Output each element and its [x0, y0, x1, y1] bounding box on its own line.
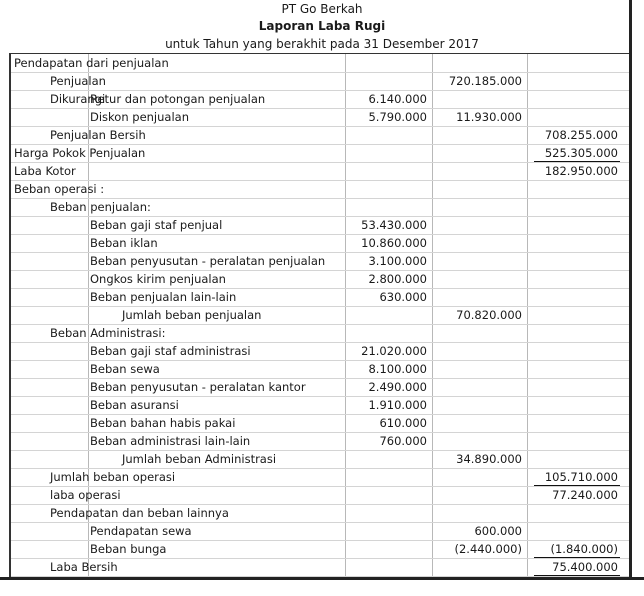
total-underline	[534, 161, 620, 162]
row-label: Harga Pokok Penjualan	[14, 146, 146, 160]
row-label: Beban penjualan:	[50, 200, 151, 214]
row-label: Diskon penjualan	[90, 110, 189, 124]
row-label: Laba Kotor	[14, 164, 76, 178]
company-name: PT Go Berkah	[281, 2, 363, 16]
table-bottom-border	[0, 577, 644, 580]
row-label: Penjualan	[50, 74, 106, 88]
amount-c1: 3.100.000	[368, 254, 427, 268]
amount-c2: 70.820.000	[456, 308, 522, 322]
row-label: Beban Administrasi:	[50, 326, 166, 340]
amount-c1: 53.430.000	[361, 218, 427, 232]
row-sublabel: Retur dan potongan penjualan	[90, 92, 266, 106]
row-label: Pendapatan dari penjualan	[14, 56, 169, 70]
amount-c3: 182.950.000	[544, 164, 618, 178]
amount-c2: (2.440.000)	[454, 542, 522, 556]
amount-c1: 760.000	[379, 434, 427, 448]
row-label: Beban asuransi	[90, 398, 179, 412]
row-label: Pendapatan sewa	[90, 524, 192, 538]
table-top-border	[9, 53, 630, 54]
row-label: Jumlah beban operasi	[50, 470, 176, 484]
row-label: Beban bunga	[90, 542, 167, 556]
row-label: Beban bahan habis pakai	[90, 416, 236, 430]
amount-c1: 5.790.000	[368, 110, 427, 124]
row-label: Dikurangi	[50, 92, 106, 106]
amount-c2: 600.000	[474, 524, 522, 538]
amount-c3: (1.840.000)	[550, 542, 618, 556]
row-label: Beban sewa	[90, 362, 160, 376]
row-label: Laba Bersih	[50, 560, 118, 574]
row-label: Pendapatan dan beban lainnya	[50, 506, 229, 520]
amount-c1: 2.490.000	[368, 380, 427, 394]
total-underline	[534, 557, 620, 558]
amount-c2: 34.890.000	[456, 452, 522, 466]
row-label: Beban gaji staf administrasi	[90, 344, 251, 358]
amount-c3: 77.240.000	[552, 488, 618, 502]
amount-c1: 1.910.000	[368, 398, 427, 412]
row-label: laba operasi	[50, 488, 121, 502]
row-label: Jumlah beban penjualan	[122, 308, 262, 322]
row-label: Beban iklan	[90, 236, 158, 250]
table-left-border	[9, 53, 11, 578]
row-label: Ongkos kirim penjualan	[90, 272, 226, 286]
amount-c3: 525.305.000	[544, 146, 618, 160]
amount-c1: 610.000	[379, 416, 427, 430]
amount-c2: 11.930.000	[456, 110, 522, 124]
amount-c1: 630.000	[379, 290, 427, 304]
row-label: Beban administrasi lain-lain	[90, 434, 251, 448]
amount-c1: 21.020.000	[361, 344, 427, 358]
row-label: Beban gaji staf penjual	[90, 218, 223, 232]
report-title: Laporan Laba Rugi	[258, 19, 386, 33]
amount-c1: 6.140.000	[368, 92, 427, 106]
row-label: Jumlah beban Administrasi	[122, 452, 277, 466]
row-label: Beban penyusutan - peralatan penjualan	[90, 254, 326, 268]
report-period: untuk Tahun yang berakhit pada 31 Desember 2017	[165, 37, 479, 51]
amount-c2: 720.185.000	[448, 74, 522, 88]
row-label: Beban penyusutan - peralatan kantor	[90, 380, 306, 394]
total-underline	[534, 485, 620, 486]
table-right-border	[629, 0, 632, 578]
amount-c3: 708.255.000	[544, 128, 618, 142]
row-label: Penjualan Bersih	[50, 128, 146, 142]
amount-c1: 2.800.000	[368, 272, 427, 286]
amount-c1: 8.100.000	[368, 362, 427, 376]
row-label: Beban operasi :	[14, 182, 105, 196]
amount-c3: 75.400.000	[552, 560, 618, 574]
row-label: Beban penjualan lain-lain	[90, 290, 237, 304]
amount-c3: 105.710.000	[544, 470, 618, 484]
amount-c1: 10.860.000	[361, 236, 427, 250]
